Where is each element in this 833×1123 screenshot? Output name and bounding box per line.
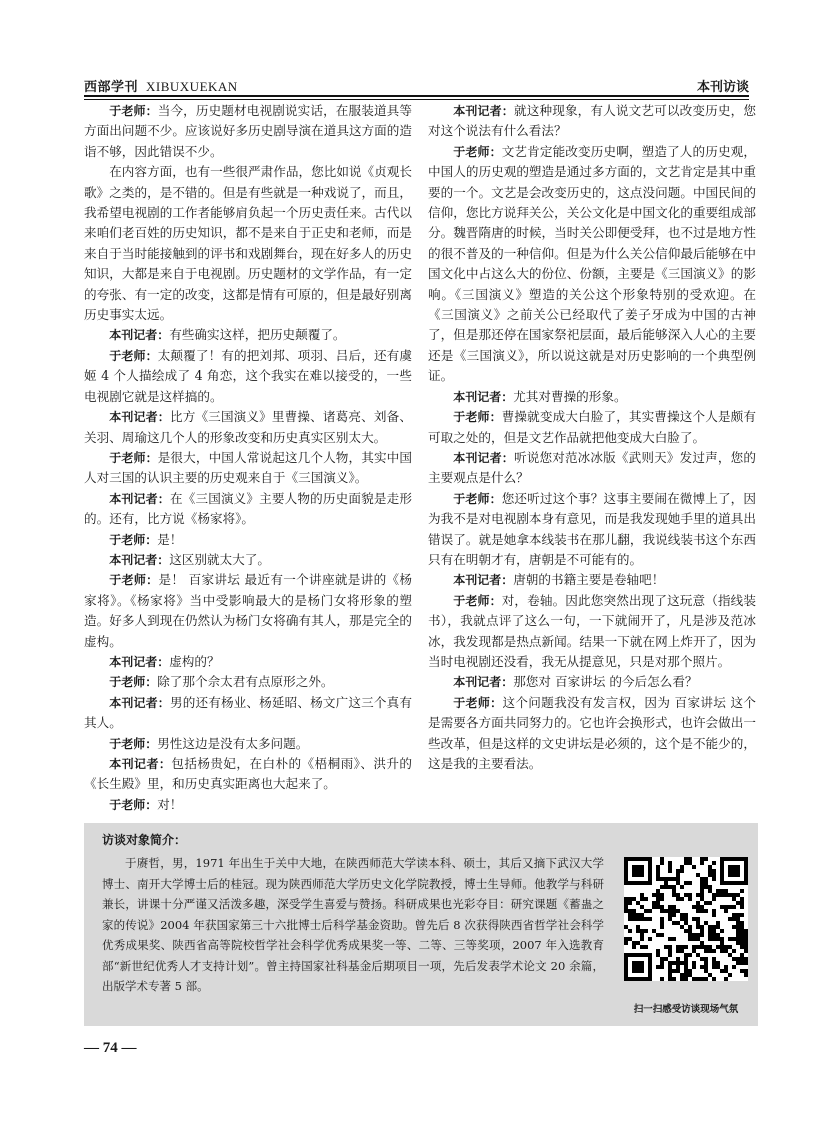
dialogue-paragraph: [84, 101, 412, 162]
dialogue-paragraph: [84, 672, 412, 692]
speaker-label: 本刊记者：: [453, 104, 514, 118]
profile-paragraph: 于赓哲，男，1971 年出生于关中大地，在陕西师范大学读本科、硕士，其后又摘下武汉大学博士、南开大学博士后的桂冠。现为陕西师范大学历史文化学院教授，博士生导师。他教学与科研兼长，讲课十分严谨又活泼多趣，深受学生喜爱与赞扬。科研成果也光彩夺目：研究课题《蓄蛊之家的传说》2004 年获国家第三十六批博士后科学基金资助。曾先后 8 次获得陕西省哲学社会科学优秀成果奖、陕西省高等院校哲学社会科学优秀成果奖一等、二等、三等奖项，2007 年入选教育部“新世纪优秀人才支持计划”。曾主持国家社科基金后期项目一项，先后发表学术论文 20 余篇，出版学术专著 5 部。: [102, 856, 604, 993]
speaker-label: 于老师：: [109, 450, 158, 465]
dialogue-paragraph: [428, 142, 756, 387]
dialogue-text: 尤其对曹操的形象。: [513, 388, 627, 404]
dialogue-paragraph: [84, 754, 412, 795]
dialogue-paragraph: [428, 693, 756, 775]
dialogue-text: 曹操就变成大白脸了，其实曹操这个人是颇有可取之处的，但是文艺作品就把他变成大白脸了。: [428, 409, 756, 445]
dialogue-paragraph: [84, 530, 412, 550]
dialogue-text: 是很大，中国人常说起这几个人物，其实中国人对三国的认识主要的历史观来自于《三国演义》。: [84, 449, 412, 486]
dialogue-paragraph: [84, 162, 412, 325]
speaker-label: 于老师：: [453, 491, 502, 506]
dialogue-paragraph: [428, 570, 756, 590]
journal-title: [84, 76, 238, 95]
speaker-label: 于老师：: [109, 348, 158, 363]
dialogue-text: 听说您对范冰冰版《武则天》发过声，您的主要观点是什么？: [428, 449, 756, 486]
dialogue-text: 这个问题我没有发言权，因为 百家讲坛 这个是需要各方面共同努力的。它也许会换形式，也许会做出一些改革，但是这样的文史讲坛是必须的，这个是不能少的，这是我的主要看法。: [428, 694, 756, 771]
dialogue-text: 您还听过这个事？这事主要闹在微博上了，因为我不是对电视剧本身有意见，而是我发现她手里的道具出错误了。就是她拿本线装书在那儿翻，我说线装书这个东西只有在明朝才有，唐朝是不可能有的。: [428, 490, 756, 567]
dialogue-text: 比方《三国演义》里曹操、诸葛亮、刘备、关羽、周瑜这几个人的形象改变和历史真实区别太大。: [84, 409, 412, 445]
dialogue-text: 有些确实这样，把历史颠覆了。: [169, 327, 346, 343]
running-header: [84, 76, 749, 96]
left-column: [84, 101, 412, 815]
dialogue-paragraph: [428, 591, 756, 673]
speaker-label: 于老师：: [453, 410, 502, 425]
dialogue-text: 是！: [157, 531, 183, 547]
dialogue-text: 在内容方面，也有一些很严肃作品，您比如说《贞观长歌》之类的，是不错的。但是有些就是一种戏说了，而且，我希望电视剧的工作者能够肩负起一个历史责任来。古代以来咱们老百姓的历史知识，都不是来自于正史和老师，而是来自于当时能接触到的评书和戏剧舞台，现在好多人的历史知识，大都是来自于电视剧。历史题材的文学作品，有一定的夸张、有一定的改变，这都是情有可原的，但是最好别离历史事实太远。: [84, 164, 412, 323]
dialogue-text: 对，卷轴。因此您突然出现了这玩意（指线装书），我就点评了这么一句，一下就闹开了，凡是涉及范冰冰，我发现都是热点新闻。结果一下就在网上炸开了，因为当时电视剧还没看，我无从提意见，只是对那个照片。: [428, 592, 756, 669]
dialogue-paragraph: [428, 448, 756, 489]
dialogue-paragraph: [84, 550, 412, 570]
dialogue-text: 是！ 百家讲坛 最近有一个讲座就是讲的《杨家将》。《杨家将》当中受影响最大的是杨门女将形象的塑造。好多人到现在仍然认为杨门女将确有其人，那是完全的虚构。: [84, 572, 412, 649]
speaker-label: 本刊记者：: [109, 410, 170, 425]
speaker-label: 于老师：: [109, 797, 158, 812]
dialogue-text: 太颠覆了！有的把刘邦、项羽、吕后，还有虞姬 4 个人描绘成了 4 角恋，这个我实在难以接受的，一些电视剧它就是这样搞的。: [84, 347, 412, 404]
dialogue-paragraph: [428, 407, 756, 448]
header-rule: [84, 95, 749, 97]
dialogue-text: 在《三国演义》主要人物的历史面貌是走形的。还有，比方说《杨家将》。: [84, 490, 412, 527]
speaker-label: 于老师：: [453, 593, 502, 608]
qr-code-icon: [624, 857, 748, 981]
dialogue-paragraph: [428, 672, 756, 692]
dialogue-text: 虚构的？: [169, 653, 220, 669]
dialogue-text: 男的还有杨业、杨延昭、杨文广这三个真有其人。: [84, 694, 412, 731]
dialogue-paragraph: [84, 734, 412, 754]
speaker-label: 本刊记者：: [109, 757, 172, 771]
dialogue-text: 文艺肯定能改变历史啊，塑造了人的历史观，中国人的历史观的塑造是通过多方面的，文艺肯定是其中重要的一个。文艺是会改变历史的，这点没问题。中国民间的信仰，您比方说拜关公，关公文化是中国文化的重要组成部分。魏晋隋唐的时候，当时关公即便受拜，也不过是地方性的很不普及的一种信仰。但是为什么关公信仰最后能够在中国文化中占这么大的份位、份额，主要是《三国演义》的影响。《三国演义》塑造的关公这个形象特别的受欢迎。在《三国演义》之前关公已经取代了姜子牙成为中国的古神了，但是那还停在国家祭祀层面，最后能够深入人心的主要还是《三国演义》，所以说这就是对历史影响的一个典型例证。: [428, 143, 756, 384]
dialogue-paragraph: [84, 407, 412, 448]
right-column: [428, 101, 756, 774]
dialogue-text: 唐朝的书籍主要是卷轴吧！: [513, 572, 665, 588]
dialogue-paragraph: [428, 101, 756, 142]
speaker-label: 本刊记者：: [109, 695, 170, 710]
qr-caption: 扫一扫感受访谈现场气氛: [633, 1004, 739, 1015]
speaker-label: 于老师：: [109, 532, 158, 547]
page-number: — 74 —: [84, 1040, 137, 1056]
speaker-label: 本刊记者：: [109, 491, 170, 506]
speaker-label: 于老师：: [109, 736, 158, 751]
dialogue-paragraph: [84, 448, 412, 489]
dialogue-text: 包括杨贵妃，在白朴的《梧桐雨》、洪升的《长生殿》里，和历史真实距离也大起来了。: [84, 756, 412, 792]
dialogue-text: 就这种现象，有人说文艺可以改变历史，您对这个说法有什么看法？: [428, 103, 756, 139]
speaker-label: 于老师：: [109, 573, 159, 588]
speaker-label: 本刊记者：: [453, 450, 514, 465]
profile-box: [84, 823, 758, 1026]
speaker-label: 本刊记者：: [453, 675, 514, 690]
dialogue-paragraph: [84, 346, 412, 407]
speaker-label: 于老师：: [109, 104, 158, 118]
dialogue-paragraph: [84, 693, 412, 734]
dialogue-paragraph: [84, 795, 412, 815]
dialogue-text: 男性这边是没有太多问题。: [157, 735, 309, 751]
dialogue-paragraph: [84, 489, 412, 530]
header-rule-thin: [84, 99, 749, 100]
speaker-label: 本刊记者：: [453, 573, 514, 588]
dialogue-text: 对！: [157, 796, 183, 812]
speaker-label: 本刊记者：: [109, 328, 170, 343]
dialogue-text: 除了那个佘太君有点原形之外。: [157, 674, 334, 690]
dialogue-text: 那您对 百家讲坛 的今后怎么看？: [513, 674, 698, 690]
profile-text: [102, 853, 604, 997]
dialogue-text: 当今，历史题材电视剧说实话，在服装道具等方面出问题不少。应该说好多历史剧导演在道具这方面的造诣不够，因此错误不少。: [84, 103, 412, 159]
dialogue-text: 这区别就太大了。: [169, 551, 270, 567]
journal-name-en: XIBUXUEKAN: [146, 79, 238, 94]
speaker-label: 于老师：: [453, 144, 502, 159]
speaker-label: 于老师：: [109, 675, 158, 690]
dialogue-paragraph: [428, 387, 756, 407]
dialogue-paragraph: [428, 489, 756, 571]
dialogue-paragraph: [84, 652, 412, 672]
dialogue-paragraph: [84, 570, 412, 652]
speaker-label: 本刊记者：: [109, 654, 170, 669]
speaker-label: 于老师：: [453, 695, 503, 710]
profile-title: 访谈对象简介：: [102, 833, 187, 847]
dialogue-paragraph: [84, 325, 412, 345]
qr-code[interactable]: [624, 857, 748, 981]
speaker-label: 本刊记者：: [453, 389, 514, 404]
section-name: 本刊访谈: [696, 80, 749, 95]
speaker-label: 本刊记者：: [109, 552, 170, 567]
journal-name-cn: 西部学刊: [84, 80, 139, 95]
